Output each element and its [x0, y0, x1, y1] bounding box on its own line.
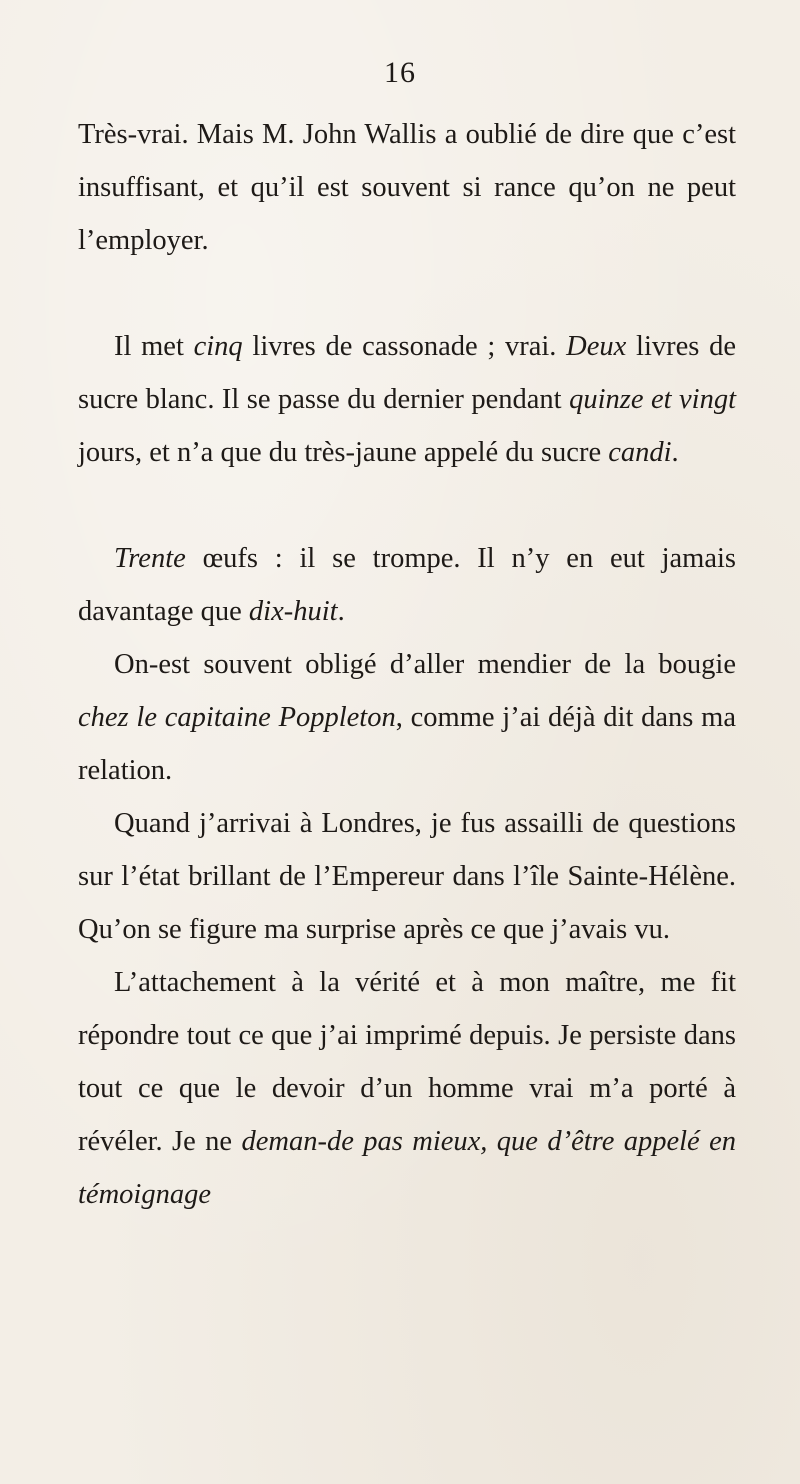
italic-span: candi: [608, 437, 672, 468]
paragraph: [78, 320, 736, 479]
paragraph: [78, 532, 736, 638]
page-body: [78, 108, 736, 1221]
text-span: .: [337, 596, 345, 627]
text-span: On-est souvent obligé d’aller mendier de la bougie: [114, 649, 736, 680]
paragraph: [78, 638, 736, 797]
paragraph: [78, 797, 736, 956]
italic-span: Trente: [114, 543, 186, 574]
paragraph: [78, 956, 736, 1221]
paragraph-gap: [78, 479, 736, 532]
text-span: Quand j’arrivai à Londres, je fus assailli de questions sur l’état brillant de l’Empereur dans l’île Sainte-Hélène. Qu’on se figure ma surprise après ce que j’avais vu.: [78, 808, 736, 945]
text-span: Très-vrai. Mais M. John Wallis a oublié de dire que c’est insuffisant, et qu’il est souvent si rance qu’on ne peut l’employer.: [78, 119, 736, 256]
italic-span: Deux: [566, 331, 627, 362]
text-span: Il met: [114, 331, 194, 362]
text-span: jours, et n’a que du très-jaune appelé du sucre: [78, 437, 609, 468]
text-span: livres de cassonade ; vrai.: [242, 331, 567, 362]
italic-span: cinq: [193, 331, 243, 362]
text-span: livres de sucre blanc. Il se passe du dernier pendant: [78, 331, 736, 415]
paragraph: [78, 108, 736, 267]
italic-span: quinze et vingt: [569, 384, 736, 415]
text-span: œufs : il se trompe. Il n’y en eut jamais davantage que: [78, 543, 736, 627]
page-number: 16: [384, 56, 416, 89]
paragraph-gap: [78, 267, 736, 320]
italic-span: deman-de pas mieux, que d’être appelé en témoignage: [78, 1126, 736, 1210]
text-span: .: [671, 437, 679, 468]
italic-span: chez le capitaine Poppleton: [78, 702, 396, 733]
text-span: , comme j’ai déjà dit dans ma relation.: [78, 702, 736, 786]
text-span: L’attachement à la vérité et à mon maître, me fit répondre tout ce que j’ai imprimé depuis. Je persiste dans tout ce que le devoir d’un homme vrai m’a porté à révéler. Je ne: [78, 967, 736, 1157]
italic-span: dix-huit: [248, 596, 338, 627]
